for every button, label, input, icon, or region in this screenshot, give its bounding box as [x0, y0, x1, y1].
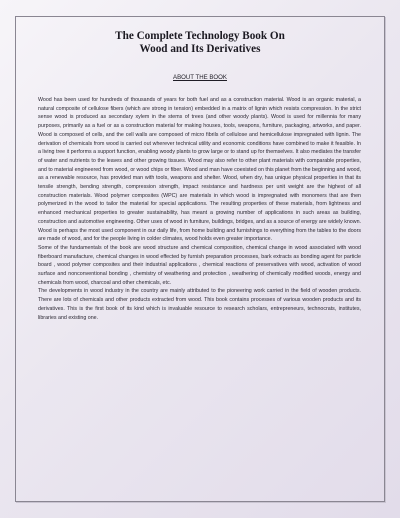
section-heading: ABOUT THE BOOK: [173, 74, 227, 81]
paragraph: Wood has been used for hundreds of thousands of years for both fuel and as a construction material. Wood is an organic material, a natural composite of cellulose fibers (which are strong in tension) embedded in a matrix of lignin which resists compression. In the strict sense wood is produced as secondary xylem in the stems of trees (and other woody plants). Wood is used for millennia for many purposes, primarily as a fuel or as a construction material for making houses, tools, weapons, furniture, packaging, artworks, and paper. Wood is composed of cells, and the cell walls are composed of micro fibrils of cellulose and hemicellulose impregnated with lignin. The derivation of chemicals from wood is carried out wherever technical utility and economic conditions have combined to make it feasible. In a living tree it performs a support function, enabling woody plants to grow large or to stand up for themselves. It also mediates the transfer of water and nutrients to the leaves and other growing tissues. Wood may also refer to other plant materials with comparable properties, and to material engineered from wood, or wood chips or fiber. Wood and man have coexisted on this planet from the beginning and wood, as a renewable resource, has provided man with tools, weapons and shelter. Wood, when dry, has unique physical properties in that its tensile strength, bending strength, compression strength, impact resistance and hardness per unit weight are the highest of all construction materials. Wood polymer composites (WPC) are materials in which wood is impregnated with monomers that are then polymerized in the wood to tailor the material for special applications. The resulting properties of these materials, from lightness and enhanced mechanical properties to greater sustainability, has meant a growing number of applications in such areas as building, construction and automotive engineering. Other uses of wood in furniture, buildings, bridges, and as a source of energy are widely known. Wood is perhaps the most used component in our daily life, from home building and furnishings to everything from the tables to the doors are made of wood, and for the people living in colder climates, wood holds even greater importance.: [38, 97, 361, 243]
paragraph: Some of the fundamentals of the book are wood structure and chemical composition, chemical change in wood associated with wood fiberboard manufacture, chemical changes in wood effected by furnish preparation processes, bark extracts as bonding agent for particle board , wood polymer composites and their industrial applications , chemical reactions of preservatives with wood, activation of wood surface and nonconventional bonding , chemistry of weathering and protection , weathering of chemically modified woods, energy and chemicals from wood, charcoal and other chemicals, etc.: [38, 244, 361, 286]
book-description: [38, 96, 361, 322]
paragraph: The developments in wood industry in the country are mainly attributed to the pioneering work carried in the field of wooden products. There are lots of chemicals and other products extracted from wood. This book contains processes of various wooden products and its derivatives. This is the first book of its kind which is invaluable resource to research scholars, entrepreneurs, technocrats, institutes, libraries and existing one.: [38, 288, 361, 321]
book-title-line-2: Wood and Its Derivatives: [139, 42, 261, 55]
book-title: [20, 30, 380, 55]
book-title-line-1: The Complete Technology Book On: [115, 30, 285, 42]
